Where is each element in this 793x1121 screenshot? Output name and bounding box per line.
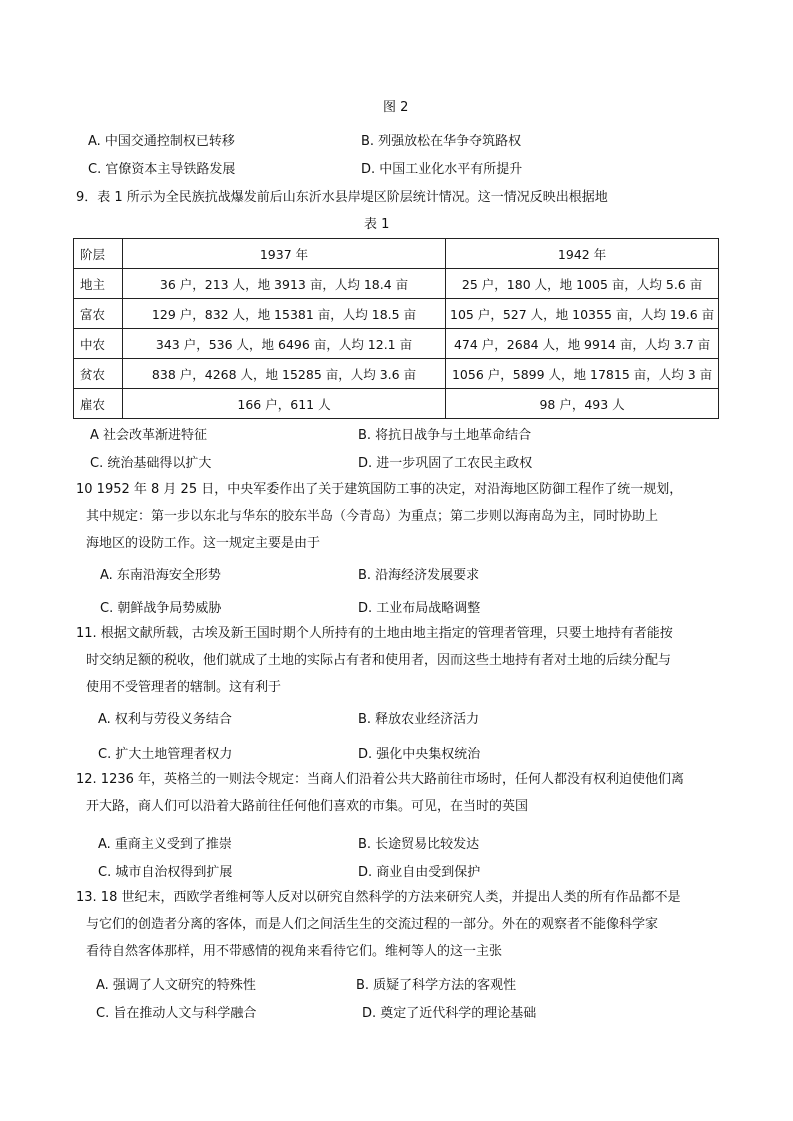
row-layer-label: 富农 [74,299,123,329]
q12-stem-line: 12. 1236 年，英格兰的一则法令规定：当商人们沿着公共大路前往市场时，任何人都没有权利迫使他们离 [76,772,685,787]
row-1942-cell: 98 户，493 人 [446,389,719,419]
table-row [74,359,719,389]
table-row [74,329,719,359]
q9-option-b: B. 将抗日战争与土地革命结合 [358,428,532,443]
row-1937-cell: 129 户，832 人，地 15381 亩，人均 18.5 亩 [123,299,446,329]
q10-option-d: D. 工业布局战略调整 [358,601,481,616]
q13-stem-line: 看待自然客体那样，用不带感情的视角来看待它们。维柯等人的这一主张 [86,944,503,959]
q13-stem-line: 13. 18 世纪末，西欧学者维柯等人反对以研究自然科学的方法来研究人类，并提出人类的所有作品都不是 [76,890,681,905]
q8-option-b: B. 列强放松在华争夺筑路权 [361,134,522,149]
q11-option-c: C. 扩大土地管理者权力 [98,747,233,762]
table-header-row [74,239,719,269]
q10-stem-line: 其中规定：第一步以东北与华东的胶东半岛（今青岛）为重点；第二步则以海南岛为主，同时协助上 [86,509,659,524]
q11-stem-line: 时交纳足额的税收，他们就成了土地的实际占有者和使用者，因而这些土地持有者对土地的后续分配与 [86,653,672,668]
q13-option-d: D. 奠定了近代科学的理论基础 [362,1006,537,1021]
q12-option-a: A. 重商主义受到了推崇 [98,837,232,852]
q13-option-b: B. 质疑了科学方法的客观性 [356,978,517,993]
table-row [74,389,719,419]
q10-stem-line: 10 1952 年 8 月 25 日，中央军委作出了关于建筑国防工事的决定，对沿海地区防御工程作了统一规划， [76,482,683,497]
figure-caption: 图 2 [383,100,409,115]
q10-option-c: C. 朝鲜战争局势威胁 [100,601,222,616]
q12-option-c: C. 城市自治权得到扩展 [98,865,233,880]
row-1942-cell: 25 户，180 人，地 1005 亩，人均 5.6 亩 [446,269,719,299]
q8-option-d: D. 中国工业化水平有所提升 [361,162,523,177]
q11-option-a: A. 权利与劳役义务结合 [98,712,232,727]
row-layer-label: 地主 [74,269,123,299]
q10-option-a: A. 东南沿海安全形势 [100,568,221,583]
q11-option-d: D. 强化中央集权统治 [358,747,481,762]
q10-stem-line: 海地区的设防工作。这一规定主要是由于 [86,536,321,551]
header-1942: 1942 年 [446,239,719,269]
q13-option-c: C. 旨在推动人文与科学融合 [96,1006,257,1021]
strata-table [73,238,719,419]
q11-option-b: B. 释放农业经济活力 [358,712,480,727]
table-row [74,269,719,299]
row-layer-label: 雇农 [74,389,123,419]
table-row [74,299,719,329]
table-caption: 表 1 [364,217,390,232]
q12-option-d: D. 商业自由受到保护 [358,865,481,880]
row-1937-cell: 166 户，611 人 [123,389,446,419]
row-1937-cell: 343 户，536 人，地 6496 亩，人均 12.1 亩 [123,329,446,359]
q9-option-c: C. 统治基础得以扩大 [90,456,212,471]
q9-option-a: A 社会改革渐进特征 [90,428,208,443]
q10-option-b: B. 沿海经济发展要求 [358,568,480,583]
q13-option-a: A. 强调了人文研究的特殊性 [96,978,256,993]
header-layer: 阶层 [74,239,123,269]
q9-option-d: D. 进一步巩固了工农民主政权 [358,456,533,471]
row-1942-cell: 105 户，527 人，地 10355 亩，人均 19.6 亩 [446,299,719,329]
q12-stem-line: 开大路，商人们可以沿着大路前往任何他们喜欢的市集。可见，在当时的英国 [86,799,529,814]
q13-stem-line: 与它们的创造者分离的客体，而是人们之间活生生的交流过程的一部分。外在的观察者不能像科学家 [86,917,659,932]
row-layer-label: 贫农 [74,359,123,389]
row-layer-label: 中农 [74,329,123,359]
row-1942-cell: 474 户，2684 人，地 9914 亩，人均 3.7 亩 [446,329,719,359]
row-1937-cell: 36 户，213 人，地 3913 亩，人均 18.4 亩 [123,269,446,299]
q9-stem: 9．表 1 所示为全民族抗战爆发前后山东沂水县岸堤区阶层统计情况。这一情况反映出根据地 [76,190,608,205]
q11-stem-line: 11. 根据文献所载，古埃及新王国时期个人所持有的土地由地主指定的管理者管理，只要土地持有者能按 [76,626,673,641]
q11-stem-line: 使用不受管理者的辖制。这有利于 [86,680,282,695]
q8-option-a: A. 中国交通控制权已转移 [88,134,235,149]
row-1942-cell: 1056 户，5899 人，地 17815 亩，人均 3 亩 [446,359,719,389]
q8-option-c: C. 官僚资本主导铁路发展 [88,162,236,177]
row-1937-cell: 838 户，4268 人，地 15285 亩，人均 3.6 亩 [123,359,446,389]
q12-option-b: B. 长途贸易比较发达 [358,837,480,852]
header-1937: 1937 年 [123,239,446,269]
